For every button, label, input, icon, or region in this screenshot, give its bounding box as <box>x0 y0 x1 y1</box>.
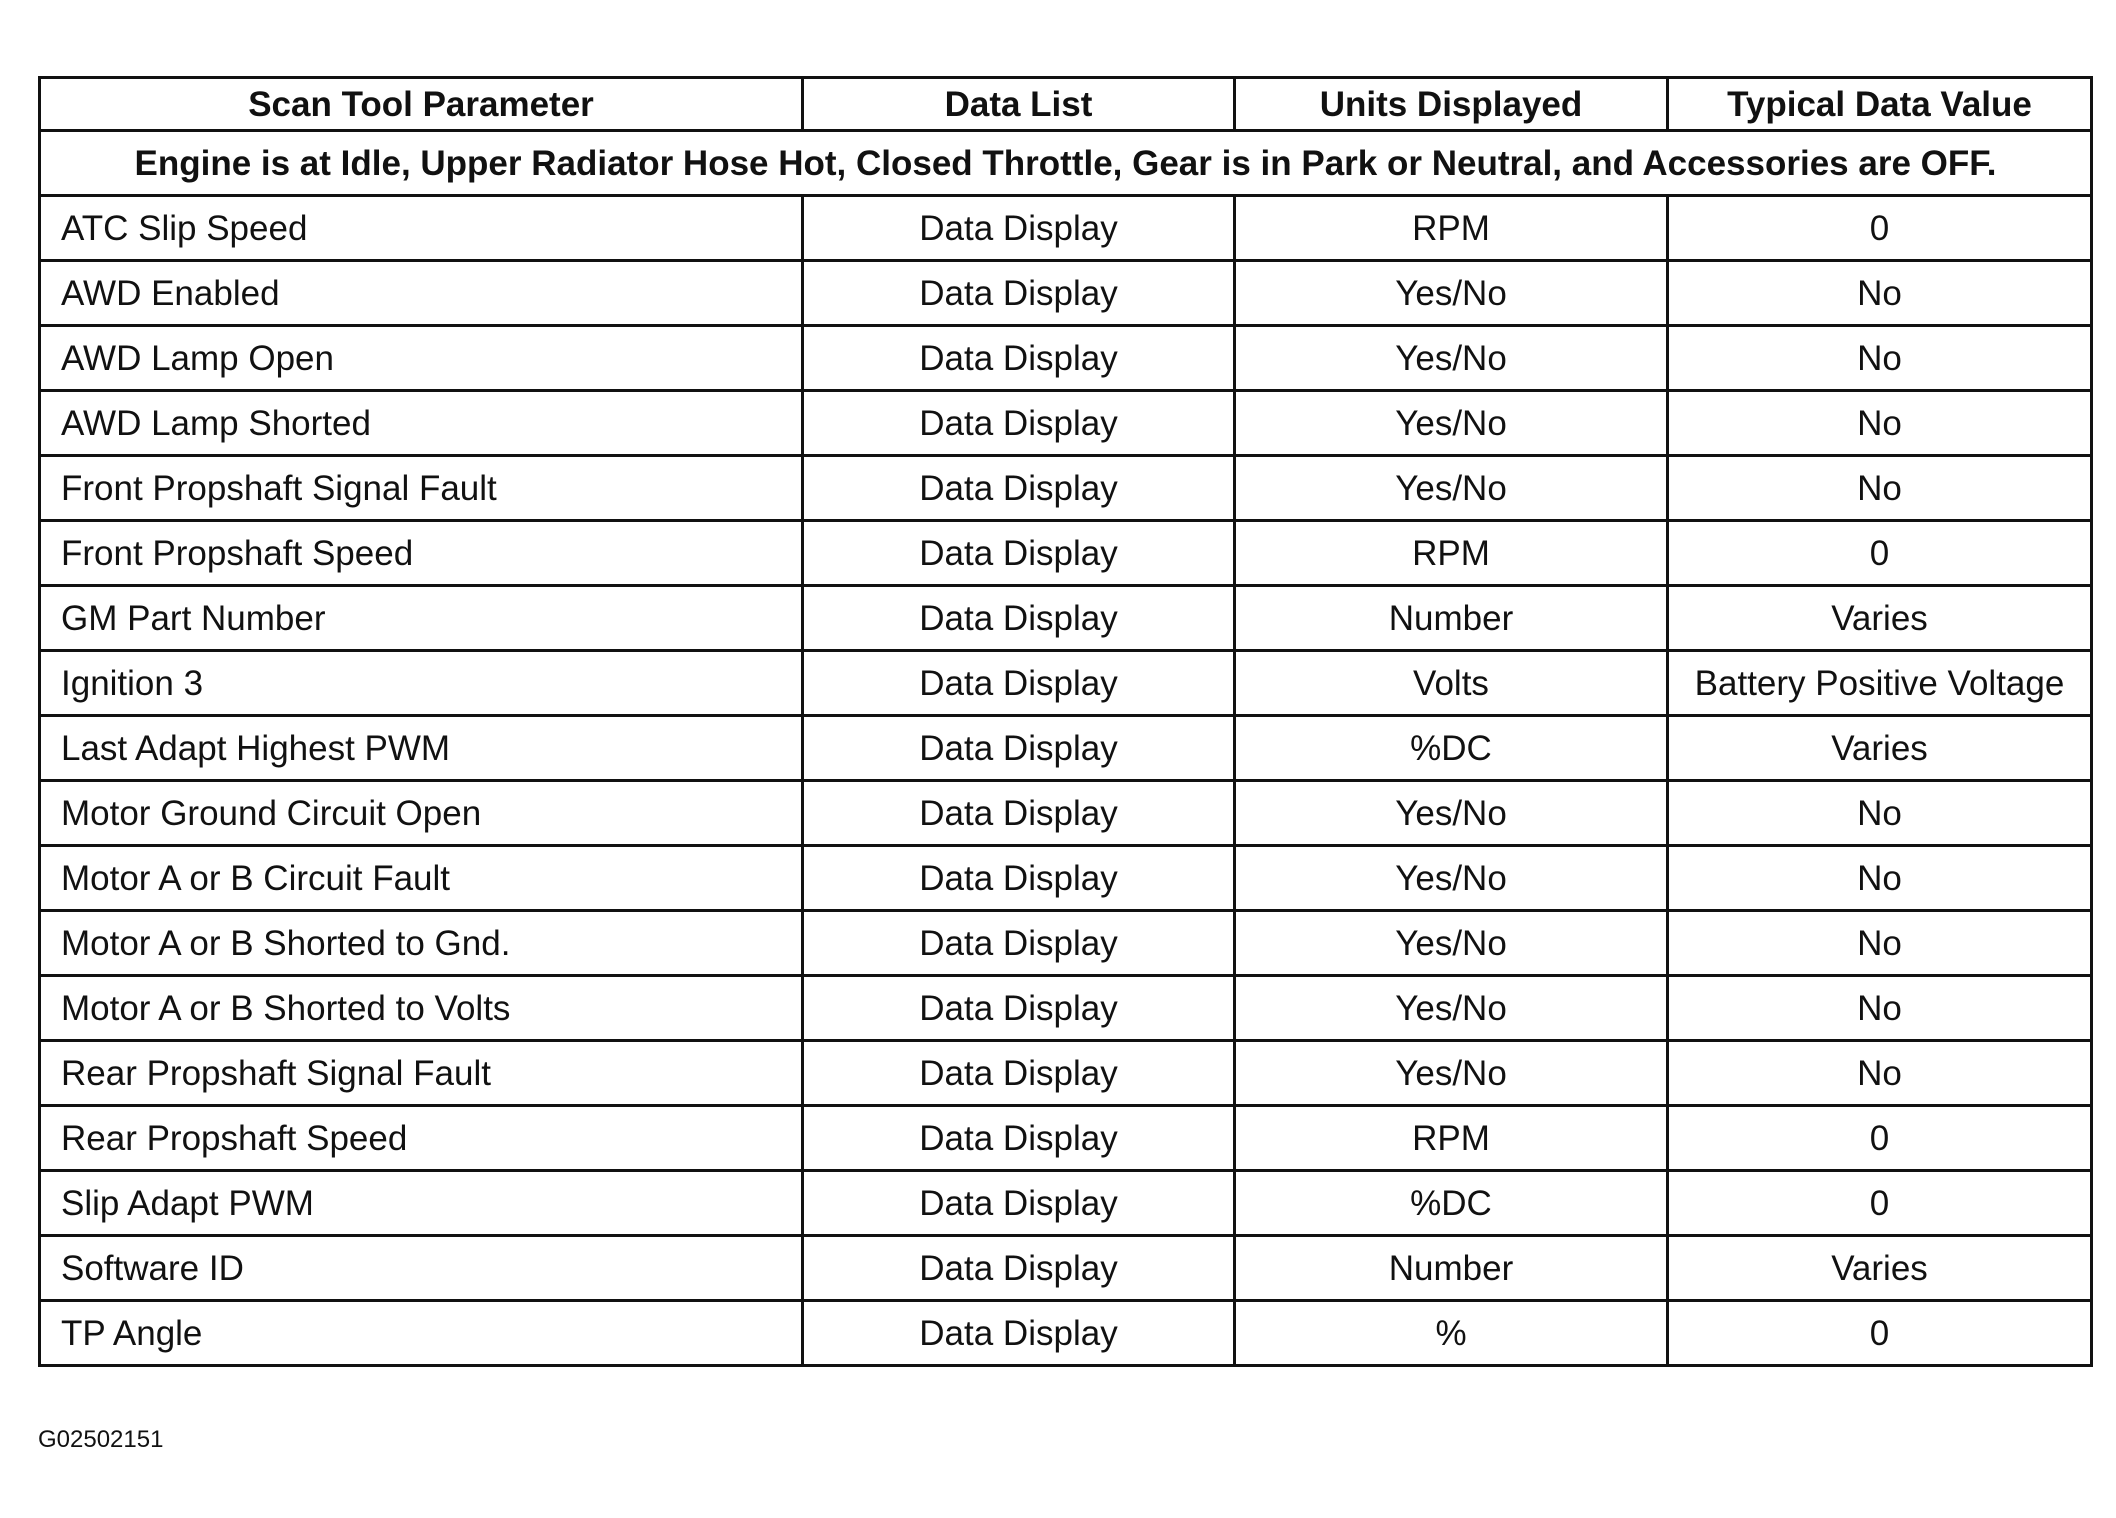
data-list-cell: Data Display <box>803 196 1235 261</box>
parameter-cell: AWD Enabled <box>40 261 803 326</box>
data-list-cell: Data Display <box>803 781 1235 846</box>
typical-value-cell: Battery Positive Voltage <box>1668 651 2092 716</box>
figure-id: G02502151 <box>38 1426 164 1453</box>
units-cell: Number <box>1235 586 1668 651</box>
data-list-cell: Data Display <box>803 911 1235 976</box>
units-cell: Yes/No <box>1235 1041 1668 1106</box>
typical-value-cell: No <box>1668 261 2092 326</box>
test-condition: Engine is at Idle, Upper Radiator Hose Hot, Closed Throttle, Gear is in Park or Neutral, and Accessories are OFF. <box>40 131 2092 196</box>
typical-value-cell: No <box>1668 326 2092 391</box>
typical-value-cell: 0 <box>1668 521 2092 586</box>
table-row <box>40 326 2092 391</box>
data-list-cell: Data Display <box>803 261 1235 326</box>
table-row <box>40 391 2092 456</box>
units-cell: Yes/No <box>1235 456 1668 521</box>
typical-value-cell: Varies <box>1668 586 2092 651</box>
parameter-cell: Front Propshaft Signal Fault <box>40 456 803 521</box>
parameter-cell: Front Propshaft Speed <box>40 521 803 586</box>
units-cell: % <box>1235 1301 1668 1366</box>
condition-row <box>40 131 2092 196</box>
parameter-cell: Rear Propshaft Signal Fault <box>40 1041 803 1106</box>
table-row <box>40 846 2092 911</box>
typical-value-cell: No <box>1668 911 2092 976</box>
typical-value-cell: 0 <box>1668 1171 2092 1236</box>
data-list-cell: Data Display <box>803 976 1235 1041</box>
data-list-cell: Data Display <box>803 521 1235 586</box>
typical-value-cell: No <box>1668 456 2092 521</box>
units-cell: Yes/No <box>1235 846 1668 911</box>
data-list-cell: Data Display <box>803 716 1235 781</box>
typical-value-cell: Varies <box>1668 716 2092 781</box>
table-row <box>40 521 2092 586</box>
parameter-cell: Ignition 3 <box>40 651 803 716</box>
units-cell: RPM <box>1235 196 1668 261</box>
data-list-cell: Data Display <box>803 586 1235 651</box>
parameter-cell: TP Angle <box>40 1301 803 1366</box>
table-row <box>40 1236 2092 1301</box>
typical-value-cell: No <box>1668 391 2092 456</box>
parameter-cell: Rear Propshaft Speed <box>40 1106 803 1171</box>
parameter-cell: Motor A or B Shorted to Volts <box>40 976 803 1041</box>
parameter-cell: AWD Lamp Shorted <box>40 391 803 456</box>
scan-tool-data-table <box>38 76 2093 1367</box>
typical-value-cell: Varies <box>1668 1236 2092 1301</box>
header-row <box>40 78 2092 131</box>
header-data-list: Data List <box>803 78 1235 131</box>
typical-value-cell: 0 <box>1668 1106 2092 1171</box>
table-row <box>40 586 2092 651</box>
units-cell: %DC <box>1235 716 1668 781</box>
table-row <box>40 1301 2092 1366</box>
parameter-cell: Motor A or B Shorted to Gnd. <box>40 911 803 976</box>
table-row <box>40 976 2092 1041</box>
typical-value-cell: 0 <box>1668 1301 2092 1366</box>
data-list-cell: Data Display <box>803 391 1235 456</box>
units-cell: %DC <box>1235 1171 1668 1236</box>
units-cell: Yes/No <box>1235 261 1668 326</box>
table-row <box>40 456 2092 521</box>
data-list-cell: Data Display <box>803 651 1235 716</box>
parameter-cell: Motor Ground Circuit Open <box>40 781 803 846</box>
parameter-cell: Software ID <box>40 1236 803 1301</box>
data-list-cell: Data Display <box>803 1041 1235 1106</box>
parameter-cell: Slip Adapt PWM <box>40 1171 803 1236</box>
parameter-cell: GM Part Number <box>40 586 803 651</box>
parameter-cell: Motor A or B Circuit Fault <box>40 846 803 911</box>
typical-value-cell: No <box>1668 1041 2092 1106</box>
data-list-cell: Data Display <box>803 846 1235 911</box>
units-cell: Volts <box>1235 651 1668 716</box>
typical-value-cell: No <box>1668 781 2092 846</box>
data-list-cell: Data Display <box>803 456 1235 521</box>
units-cell: RPM <box>1235 521 1668 586</box>
parameter-cell: Last Adapt Highest PWM <box>40 716 803 781</box>
units-cell: Number <box>1235 1236 1668 1301</box>
units-cell: Yes/No <box>1235 976 1668 1041</box>
units-cell: RPM <box>1235 1106 1668 1171</box>
table-row <box>40 651 2092 716</box>
table-row <box>40 196 2092 261</box>
table-row <box>40 261 2092 326</box>
table-row <box>40 1041 2092 1106</box>
header-scan-tool-parameter: Scan Tool Parameter <box>40 78 803 131</box>
units-cell: Yes/No <box>1235 911 1668 976</box>
data-list-cell: Data Display <box>803 1171 1235 1236</box>
typical-value-cell: No <box>1668 846 2092 911</box>
header-typical-data-value: Typical Data Value <box>1668 78 2092 131</box>
units-cell: Yes/No <box>1235 326 1668 391</box>
units-cell: Yes/No <box>1235 391 1668 456</box>
data-list-cell: Data Display <box>803 1301 1235 1366</box>
units-cell: Yes/No <box>1235 781 1668 846</box>
parameter-cell: ATC Slip Speed <box>40 196 803 261</box>
table-row <box>40 1106 2092 1171</box>
parameter-cell: AWD Lamp Open <box>40 326 803 391</box>
header-units-displayed: Units Displayed <box>1235 78 1668 131</box>
typical-value-cell: 0 <box>1668 196 2092 261</box>
data-list-cell: Data Display <box>803 1236 1235 1301</box>
table-row <box>40 781 2092 846</box>
typical-value-cell: No <box>1668 976 2092 1041</box>
table-row <box>40 1171 2092 1236</box>
data-list-cell: Data Display <box>803 1106 1235 1171</box>
data-list-cell: Data Display <box>803 326 1235 391</box>
table-row <box>40 911 2092 976</box>
table-row <box>40 716 2092 781</box>
